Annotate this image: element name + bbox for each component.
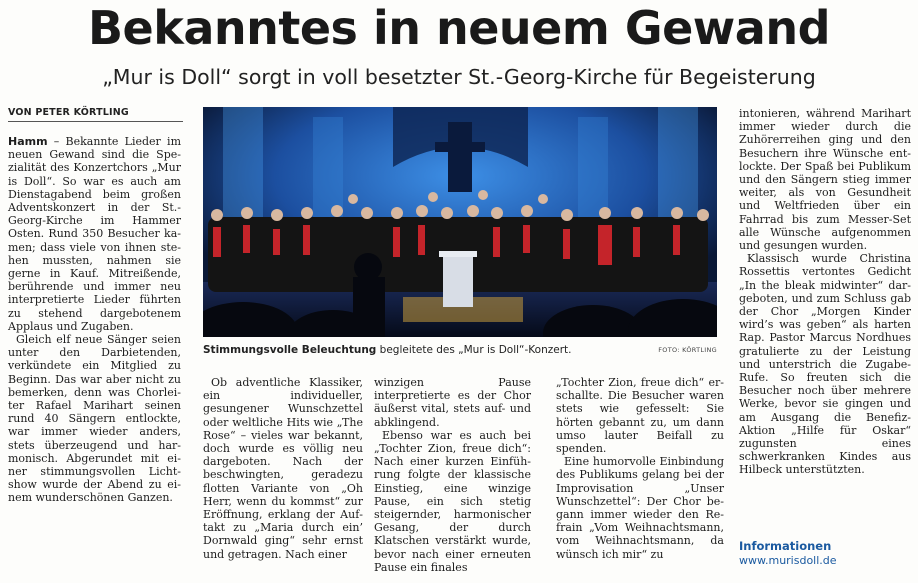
caption-bold: Stimmungsvolle Beleuchtung [203, 344, 377, 356]
article-column-2 [203, 376, 363, 561]
choir-stage-illustration [203, 107, 717, 337]
byline: VON PETER KÖRTLING [8, 107, 183, 122]
paragraph: „Tochter Zion, freue dich“ erschallte. Die Besucher waren stets wie gefesselt: Sie hörten gebannt zu, um dann umso lauter Beifall zu spenden. [556, 376, 724, 456]
website-link[interactable]: www.murisdoll.de [739, 554, 837, 567]
paragraph: Klassisch wurde Christina Rossettis vertontes Gedicht „In the bleak midwinter“ dargeboten, und zum Schluss gab der Chor „Morgen Kinder wird’s was geben“ als harten Rap. Pastor Marcus Nordhues gratulierte zu der Leistung und unterstrich die Zugabe-Rufe. So freuten sich die Besucher noch über mehrere Werke, bevor sie gingen und am Ausgang die Benefiz-Aktion „Hilfe für Oskar“ zugunsten eines schwerkranken Kindes aus Hilbeck unterstützten. [739, 252, 911, 477]
dateline: Hamm [8, 135, 48, 148]
concert-photo [203, 107, 717, 337]
paragraph [8, 135, 181, 333]
article-column-4 [556, 376, 724, 561]
paragraph: Ebenso war es auch bei „Tochter Zion, freue dich“: Nach einer kurzen Einführung folgte der klassische Einstieg, eine winzige Pause, ein sich stetig steigernder, harmonischer Gesang, der durch Klatschen verstärkt wurde, bevor nach einer erneuten Pause ein finales [374, 428, 531, 574]
article-column-3 [374, 376, 531, 574]
photo-caption [203, 344, 717, 356]
paragraph: Gleich elf neue Sänger seien unter den Darbietenden, verkündete ein Mitglied zu Beginn. Das war aber nicht zu bemerken, denn was Chorleiter Rafael Marihart seinen rund 40 Sängern entlockte, war immer wieder anders, stets überzeugend und harmonisch. Abgerundet mit einer stimmungsvollen Lichtshow wurde der Abend zu einem wunderschönen Ganzen. [8, 333, 181, 505]
caption-text: begleitete des „Mur is Doll“-Konzert. [376, 344, 572, 356]
paragraph: winzigen Pause interpretierte es der Chor äußerst vital, stets auf- und abklingend. [374, 376, 531, 429]
info-box-title: Informationen [739, 539, 832, 553]
article-column-1 [8, 135, 181, 505]
paragraph: Eine humorvolle Einbindung des Publikums gelang bei der Improvisation „Unser Wunschzettel“: Der Chor begann immer wieder den Refrain „Vom Weihnachtsmann, vom Weihnachtsmann, da wünsch ich mir“ zu [556, 455, 724, 561]
paragraph: Ob adventliche Klassiker, ein individueller, gesungener Wunschzettel oder weltliche Hits wie „The Rose“ – vieles war bekannt, doch wurde es völlig neu dargeboten. Nach der beschwingten, geradezu flotten Variante von „Oh Herr, wenn du kommst“ zur Eröffnung, erklang der Auftakt zu „Maria durch ein’ Dornwald ging“ sehr ernst und getragen. Nach einer [203, 376, 363, 561]
paragraph-text: – Bekannte Lieder im neuen Gewand sind die Spezialität des Konzertchors „Mur is Doll“. So war es auch am Dienstagabend beim großen Adventskonzert in der St.-Georg-Kirche im Hammer Osten. Rund 350 Besucher kamen; dass viele von ihnen stehen mussten, nahmen sie gerne in Kauf. Mitreißende, berührende und immer neu interpretierte Lieder führten zu stehend dargebotenem Applaus und Zugaben. [8, 135, 181, 333]
article-subheadline: „Mur is Doll“ sorgt in voll besetzter St.-Georg-Kirche für Begeisterung [102, 65, 816, 89]
photo-credit: FOTO: KÖRTLING [658, 346, 717, 354]
article-headline: Bekanntes in neuem Gewand [87, 1, 830, 55]
article-column-5 [739, 107, 911, 477]
paragraph: intonieren, während Marihart immer wieder durch die Zuhörerreihen ging und den Besuchern ihre Wünsche entlockte. Der Spaß bei Publikum und den Sängern stieg immer weiter, als von Gesundheit und Weltfrieden über ein Fahrrad bis zum Messer-Set alle Wünsche aufgenommen und gesungen wurden. [739, 107, 911, 253]
